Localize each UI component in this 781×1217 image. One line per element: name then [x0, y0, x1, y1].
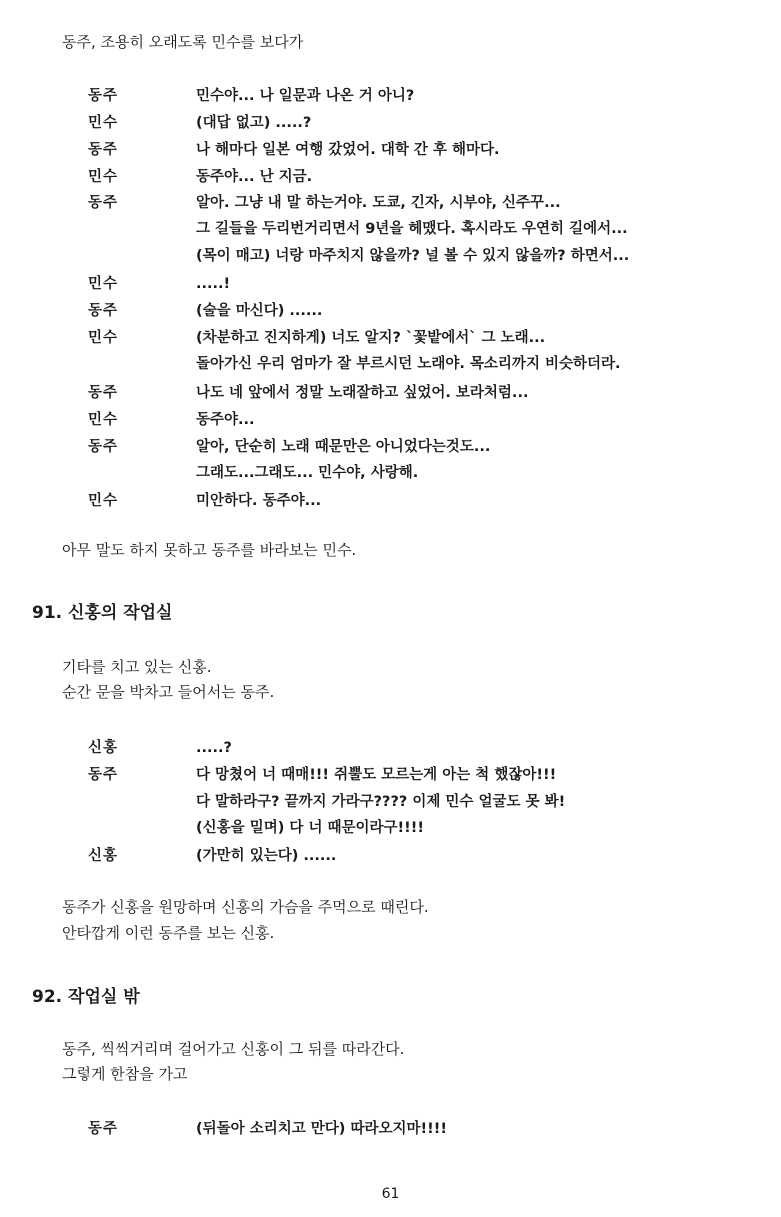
dialogue-text: (목이 매고) 너랑 마주치지 않을까? 널 볼 수 있지 않을까? 하면서...	[196, 248, 630, 264]
dialogue-text: (신홍을 밀며) 다 너 때문이라구!!!!	[196, 820, 424, 836]
speaker-name: 동주	[88, 767, 119, 783]
dialogue-line	[0, 407, 781, 433]
dialogue-line	[0, 815, 781, 841]
speaker-name: 동주	[88, 303, 119, 319]
dialogue-text: 미안하다. 동주야...	[196, 493, 322, 509]
dialogue-line	[0, 843, 781, 869]
dialogue-line	[0, 762, 781, 788]
dialogue-line	[0, 110, 781, 136]
dialogue-line	[0, 298, 781, 324]
dialogue-line	[0, 460, 781, 486]
speaker-name: 신홍	[88, 740, 119, 756]
dialogue-line	[0, 434, 781, 460]
dialogue-line	[0, 325, 781, 351]
dialogue-line	[0, 380, 781, 406]
speaker-name: 민수	[88, 115, 119, 131]
dialogue-text: 민수야... 나 일문과 나온 거 아니?	[196, 88, 415, 104]
speaker-name: 민수	[88, 276, 119, 292]
action-line: 순간 문을 박차고 들어서는 동주.	[62, 683, 275, 701]
dialogue-line	[0, 351, 781, 377]
dialogue-line	[0, 164, 781, 190]
dialogue-text: 돌아가신 우리 엄마가 잘 부르시던 노래야. 목소리까지 비슷하더라.	[196, 356, 621, 372]
dialogue-text: (차분하고 진지하게) 너도 알지? `꽃밭에서` 그 노래...	[196, 330, 546, 346]
dialogue-line	[0, 243, 781, 269]
page-number: 61	[381, 1186, 400, 1202]
speaker-name: 민수	[88, 330, 119, 346]
dialogue-text: 나 해마다 일본 여행 갔었어. 대학 간 후 해마다.	[196, 142, 500, 158]
speaker-name: 동주	[88, 1121, 119, 1137]
speaker-name: 동주	[88, 385, 119, 401]
dialogue-line	[0, 735, 781, 761]
action-line: 동주가 신홍을 원망하며 신홍의 가슴을 주먹으로 때린다.	[62, 898, 429, 916]
dialogue-text: 그래도...그래도... 민수야, 사랑해.	[196, 465, 419, 481]
speaker-name: 민수	[88, 412, 119, 428]
scene-heading-92: 92. 작업실 밖	[32, 987, 140, 1007]
dialogue-text: (대답 없고) .....?	[196, 115, 312, 131]
dialogue-line	[0, 488, 781, 514]
dialogue-text: 알아, 단순히 노래 때문만은 아니었다는것도...	[196, 439, 491, 455]
speaker-name: 동주	[88, 142, 119, 158]
speaker-name: 동주	[88, 195, 119, 211]
action-line: 그렇게 한참을 가고	[62, 1065, 188, 1083]
dialogue-line	[0, 1116, 781, 1142]
dialogue-line	[0, 137, 781, 163]
dialogue-line	[0, 271, 781, 297]
action-line-outro: 아무 말도 하지 못하고 동주를 바라보는 민수.	[62, 541, 357, 559]
dialogue-text: (술을 마신다) ......	[196, 303, 323, 319]
speaker-name: 민수	[88, 169, 119, 185]
scene-heading-91: 91. 신홍의 작업실	[32, 603, 173, 623]
dialogue-text: (가만히 있는다) ......	[196, 848, 337, 864]
dialogue-line	[0, 789, 781, 815]
action-line: 안타깝게 이런 동주를 보는 신홍.	[62, 924, 275, 942]
speaker-name: 동주	[88, 88, 119, 104]
action-line: 동주, 씩씩거리며 걸어가고 신홍이 그 뒤를 따라간다.	[62, 1040, 405, 1058]
dialogue-text: 동주야... 난 지금.	[196, 169, 313, 185]
dialogue-text: .....!	[196, 276, 231, 292]
dialogue-text: 알아. 그냥 내 말 하는거야. 도쿄, 긴자, 시부야, 신주꾸...	[196, 195, 561, 211]
speaker-name: 신홍	[88, 848, 119, 864]
dialogue-text: .....?	[196, 740, 232, 756]
dialogue-text: 다 망쳤어 너 때매!!! 쥐뿔도 모르는게 아는 척 했잖아!!!	[196, 767, 557, 783]
speaker-name: 동주	[88, 439, 119, 455]
dialogue-text: (뒤돌아 소리치고 만다) 따라오지마!!!!	[196, 1121, 447, 1137]
dialogue-text: 동주야...	[196, 412, 255, 428]
dialogue-text: 나도 네 앞에서 정말 노래잘하고 싶었어. 보라처럼...	[196, 385, 529, 401]
dialogue-line	[0, 190, 781, 216]
dialogue-text: 다 말하라구? 끝까지 가라구???? 이제 민수 얼굴도 못 봐!	[196, 794, 566, 810]
action-line-intro: 동주, 조용히 오래도록 민수를 보다가	[62, 33, 304, 51]
dialogue-text: 그 길들을 두리번거리면서 9년을 헤맸다. 혹시라도 우연히 길에서...	[196, 221, 628, 237]
speaker-name: 민수	[88, 493, 119, 509]
dialogue-line	[0, 83, 781, 109]
dialogue-line	[0, 216, 781, 242]
action-line: 기타를 치고 있는 신홍.	[62, 658, 212, 676]
